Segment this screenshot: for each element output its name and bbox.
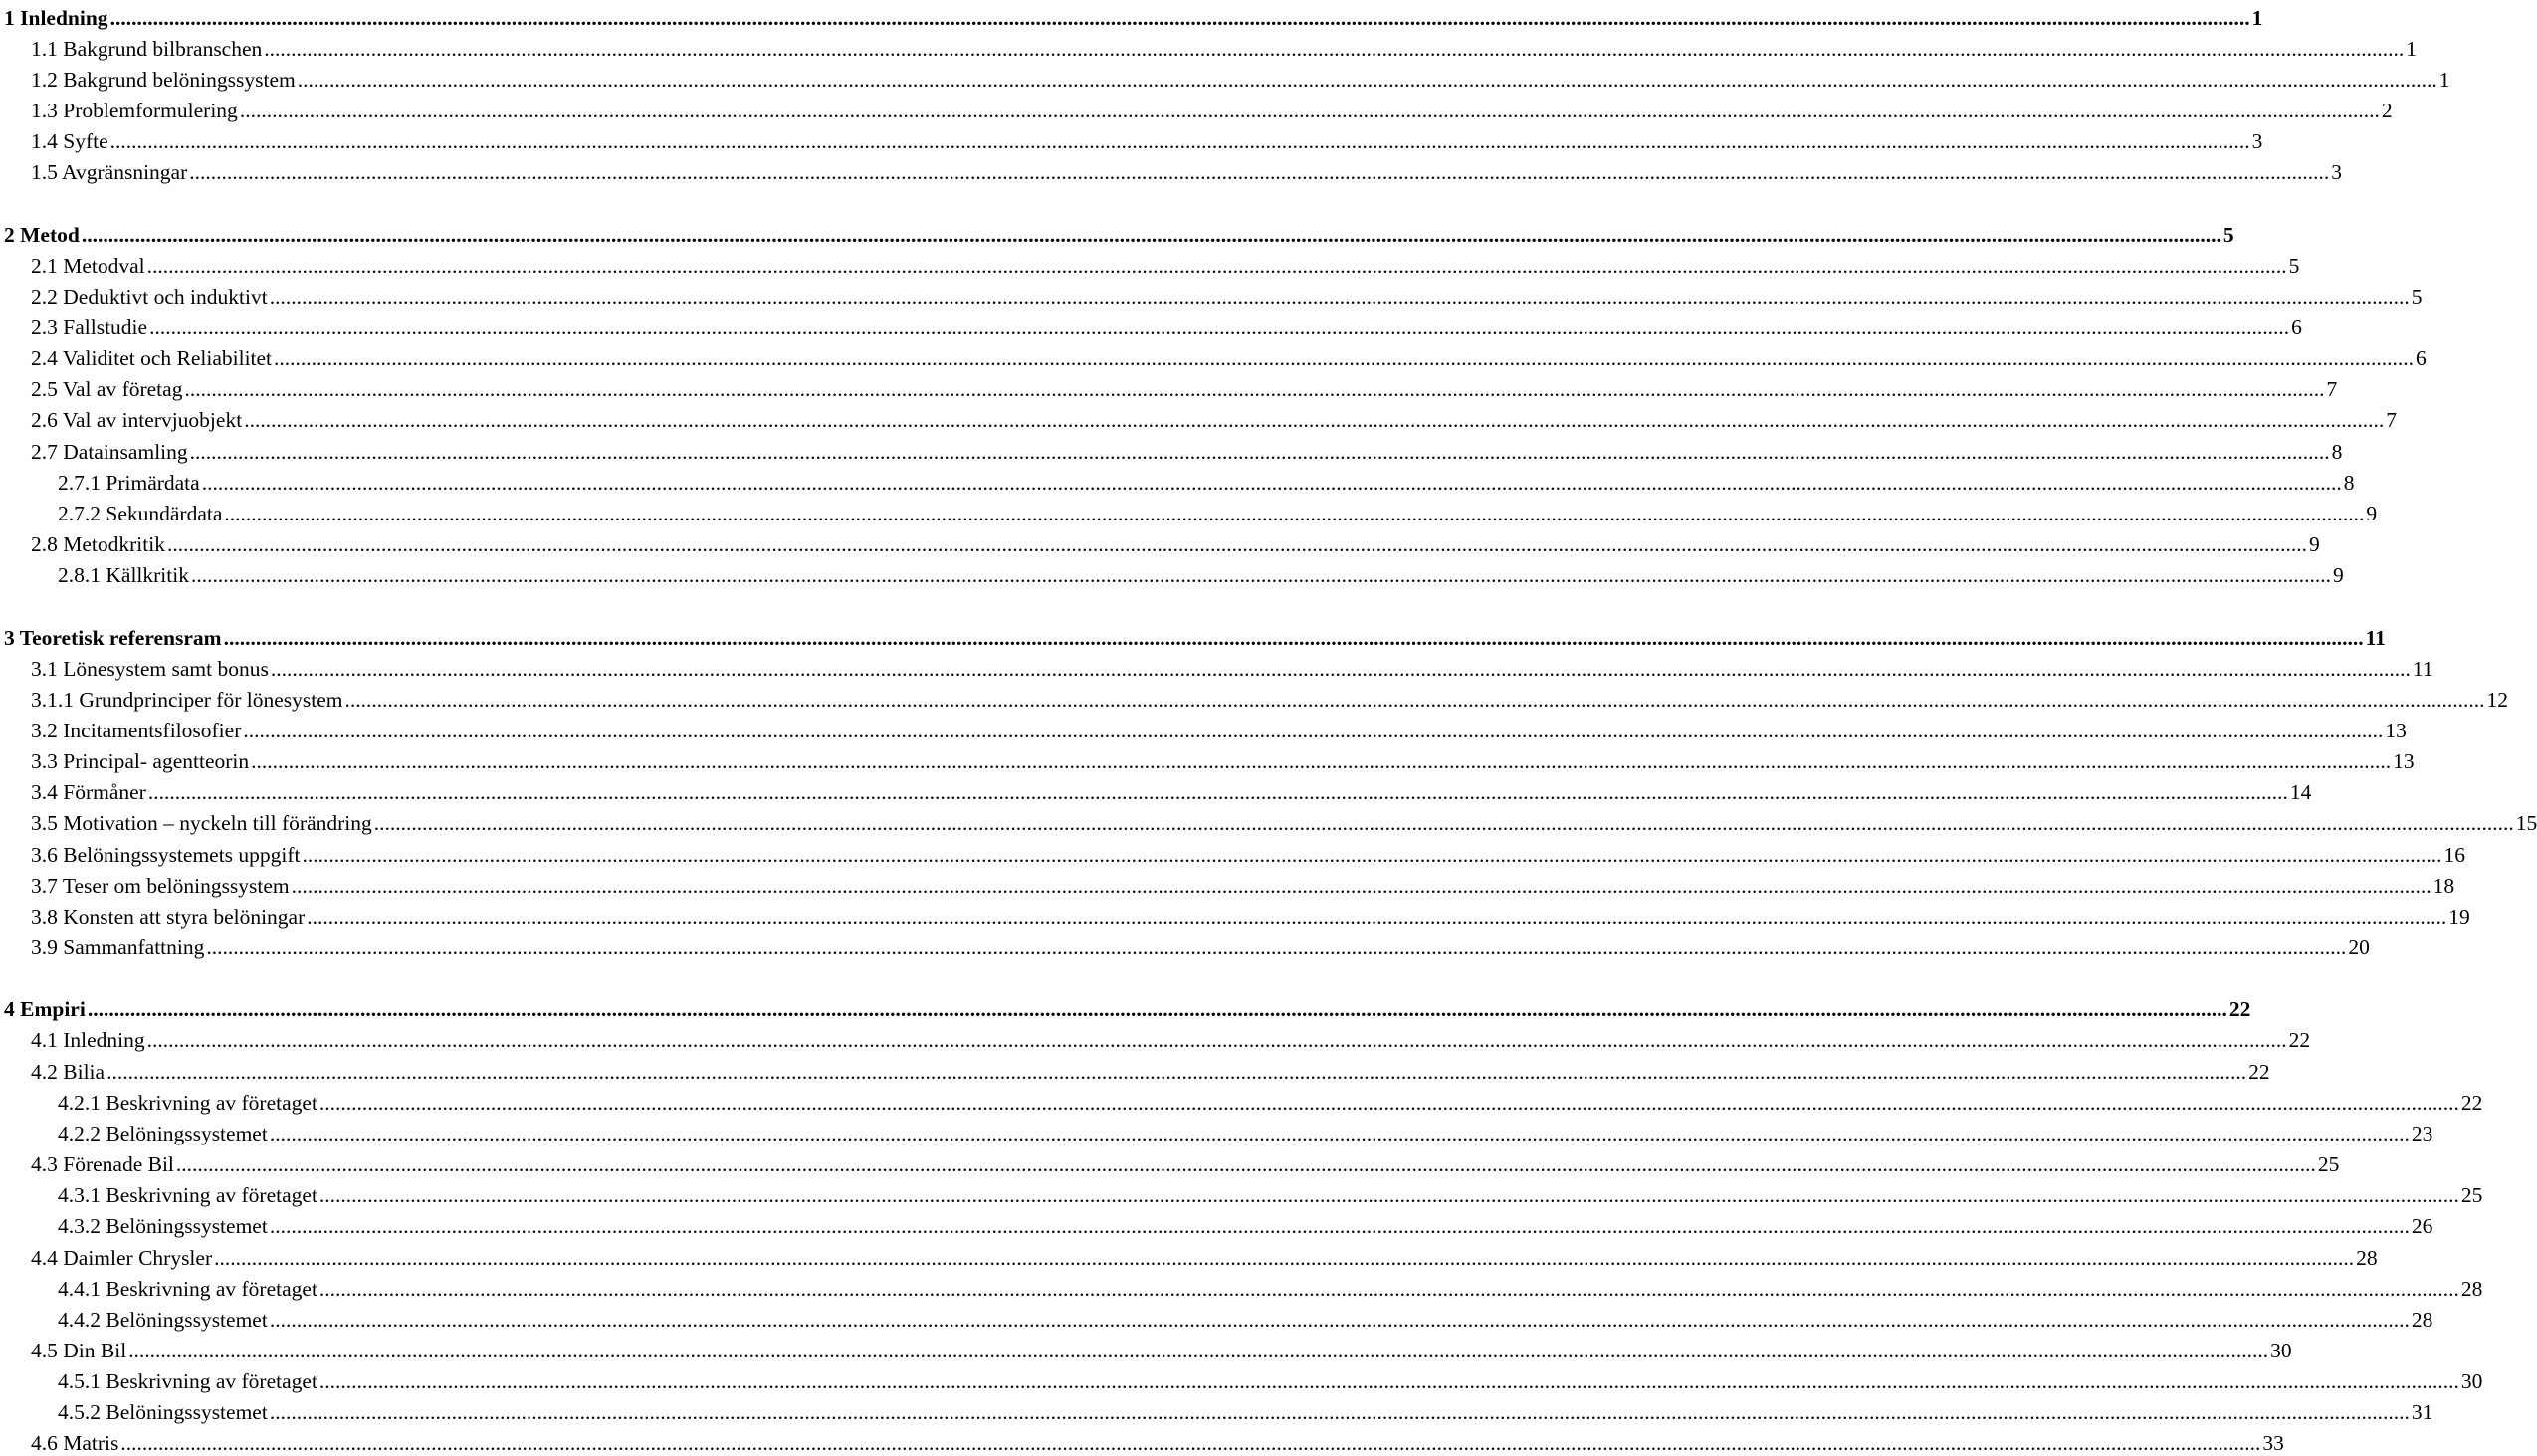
toc-page-number: 22 [2460, 1090, 2483, 1115]
toc-page-number: 23 [2411, 1121, 2433, 1145]
toc-page-number: 6 [2416, 346, 2427, 371]
toc-dot-leader: ................................................................................................................................................................................................................................................................................................................................................................................................................ [269, 1307, 2410, 1332]
toc-entry-title: 2.4 Validitet och Reliabilitet [31, 346, 273, 371]
toc-page-number: 13 [2393, 749, 2415, 774]
toc-page-number: 11 [2365, 625, 2386, 650]
toc-dot-leader: ................................................................................................................................................................................................................................................................................................................................................................................................................ [175, 1152, 2316, 1177]
toc-entry-title: 4.3.1 Beskrivning av företaget [58, 1183, 317, 1208]
toc-entry-title: 2.6 Val av intervjuobjekt [31, 408, 243, 433]
toc-entry-title: 3.2 Incitamentsfilosofier [31, 718, 242, 742]
toc-entry[interactable] [58, 1178, 2483, 1208]
toc-dot-leader: ................................................................................................................................................................................................................................................................................................................................................................................................................ [81, 222, 2221, 247]
toc-entry[interactable] [58, 1116, 2433, 1145]
toc-entry[interactable] [58, 1302, 2433, 1332]
toc-chapter-entry[interactable] [4, 620, 2386, 650]
toc-entry-title: 4.5 Din Bil [31, 1338, 127, 1362]
toc-entry-title: 4.2 Bilia [31, 1059, 106, 1084]
toc-entry-title: 1.1 Bakgrund bilbranschen [31, 36, 263, 61]
toc-page-number: 16 [2443, 842, 2466, 867]
toc-dot-leader: ................................................................................................................................................................................................................................................................................................................................................................................................................ [149, 315, 2290, 339]
toc-page-number: 33 [2262, 1431, 2284, 1456]
toc-dot-leader: ................................................................................................................................................................................................................................................................................................................................................................................................................ [318, 1090, 2459, 1115]
toc-entry[interactable] [31, 311, 2302, 340]
toc-dot-leader: ................................................................................................................................................................................................................................................................................................................................................................................................................ [189, 160, 2330, 185]
toc-entry[interactable] [31, 155, 2342, 185]
toc-dot-leader: ................................................................................................................................................................................................................................................................................................................................................................................................................ [214, 1245, 2355, 1270]
toc-entry[interactable] [31, 1333, 2292, 1362]
toc-page-number: 25 [2317, 1152, 2340, 1177]
toc-page-number: 8 [2343, 470, 2355, 495]
toc-entry[interactable] [31, 62, 2450, 92]
toc-page-number: 28 [2411, 1307, 2433, 1332]
toc-dot-leader: ................................................................................................................................................................................................................................................................................................................................................................................................................ [146, 253, 2287, 278]
toc-entry[interactable] [31, 931, 2370, 960]
toc-page-number: 9 [2332, 563, 2344, 588]
toc-page-number: 1 [2438, 67, 2450, 92]
toc-entry-title: 4.2.1 Beskrivning av företaget [58, 1090, 317, 1115]
toc-entry[interactable] [31, 279, 2423, 309]
toc-entry-title: 2.8 Metodkritik [31, 532, 165, 557]
toc-entry[interactable] [31, 713, 2407, 742]
toc-page-number: 28 [2460, 1276, 2483, 1301]
toc-entry-title: 3.3 Principal- agentteorin [31, 749, 250, 774]
toc-entry-title: 4.6 Matris [31, 1431, 119, 1456]
toc-chapter-entry[interactable] [4, 992, 2251, 1022]
toc-entry[interactable] [31, 837, 2466, 867]
toc-entry-title: 1 Inledning [4, 5, 108, 30]
toc-page-number: 30 [2270, 1338, 2292, 1362]
toc-entry[interactable] [31, 248, 2300, 278]
toc-dot-leader: ................................................................................................................................................................................................................................................................................................................................................................................................................ [223, 625, 2364, 650]
toc-page-number: 9 [2366, 501, 2378, 525]
toc-dot-leader: ................................................................................................................................................................................................................................................................................................................................................................................................................ [270, 656, 2411, 681]
toc-entry-title: 1.2 Bakgrund belöningssystem [31, 67, 296, 92]
toc-entry-title: 2.7.2 Sekundärdata [58, 501, 223, 525]
toc-page-number: 18 [2432, 873, 2455, 898]
toc-page-number: 3 [2331, 160, 2342, 185]
toc-dot-leader: ................................................................................................................................................................................................................................................................................................................................................................................................................ [269, 1214, 2410, 1239]
toc-chapter-entry[interactable] [4, 0, 2263, 30]
toc-dot-leader: ................................................................................................................................................................................................................................................................................................................................................................................................................ [109, 129, 2250, 154]
toc-page-number: 5 [2411, 284, 2423, 309]
toc-entry[interactable] [31, 899, 2470, 929]
toc-entry[interactable] [31, 744, 2415, 774]
toc-dot-leader: ................................................................................................................................................................................................................................................................................................................................................................................................................ [239, 98, 2380, 122]
toc-dot-leader: ................................................................................................................................................................................................................................................................................................................................................................................................................ [224, 501, 2365, 525]
toc-entry-title: 3.7 Teser om belöningssystem [31, 873, 290, 898]
toc-dot-leader: ................................................................................................................................................................................................................................................................................................................................................................................................................ [264, 36, 2405, 61]
toc-entry[interactable] [58, 1209, 2433, 1239]
toc-page-number: 22 [2228, 997, 2251, 1022]
toc-dot-leader: ................................................................................................................................................................................................................................................................................................................................................................................................................ [189, 439, 2330, 464]
toc-entry-title: 2.7 Datainsamling [31, 439, 188, 464]
toc-dot-leader: ................................................................................................................................................................................................................................................................................................................................................................................................................ [318, 1183, 2459, 1208]
toc-entry-title: 4.2.2 Belöningssystemet [58, 1121, 268, 1145]
toc-dot-leader: ................................................................................................................................................................................................................................................................................................................................................................................................................ [87, 997, 2227, 1022]
toc-page-number: 28 [2356, 1245, 2378, 1270]
toc-dot-leader: ................................................................................................................................................................................................................................................................................................................................................................................................................ [318, 1276, 2459, 1301]
toc-page-number: 25 [2460, 1183, 2483, 1208]
toc-dot-leader: ................................................................................................................................................................................................................................................................................................................................................................................................................ [120, 1431, 2261, 1456]
toc-page-number: 7 [2386, 408, 2397, 433]
toc-page-number: 9 [2308, 532, 2320, 557]
toc-dot-leader: ................................................................................................................................................................................................................................................................................................................................................................................................................ [146, 1028, 2287, 1053]
toc-page-number: 19 [2448, 904, 2470, 929]
toc-entry-title: 3.8 Konsten att styra belöningar [31, 904, 306, 929]
toc-page-number: 20 [2348, 936, 2370, 959]
toc-page-number: 2 [2381, 98, 2393, 122]
toc-entry[interactable] [31, 1147, 2340, 1177]
toc-page-number: 6 [2291, 315, 2302, 339]
toc-entry-title: 2.2 Deduktivt och induktivt [31, 284, 268, 309]
toc-page-number: 22 [2288, 1028, 2311, 1053]
toc-entry-title: 4 Empiri [4, 997, 86, 1022]
toc-dot-leader: ................................................................................................................................................................................................................................................................................................................................................................................................................ [147, 780, 2288, 805]
toc-entry[interactable] [58, 1271, 2483, 1301]
toc-dot-leader: ................................................................................................................................................................................................................................................................................................................................................................................................................ [291, 873, 2431, 898]
toc-entry[interactable] [31, 124, 2263, 154]
toc-page-number: 5 [2288, 253, 2300, 278]
toc-page-number: 1 [2251, 5, 2263, 30]
toc-page-number: 1 [2406, 36, 2418, 61]
toc-entry-title: 3.5 Motivation – nyckeln till förändring [31, 811, 372, 836]
toc-page-number: 26 [2411, 1214, 2433, 1239]
toc-dot-leader: ................................................................................................................................................................................................................................................................................................................................................................................................................ [184, 377, 2325, 402]
toc-entry[interactable] [31, 775, 2312, 805]
toc-entry[interactable] [31, 93, 2393, 122]
toc-entry[interactable] [31, 806, 2537, 836]
toc-dot-leader: ................................................................................................................................................................................................................................................................................................................................................................................................................ [269, 284, 2410, 309]
toc-page-number: 13 [2385, 718, 2407, 742]
toc-dot-leader: ................................................................................................................................................................................................................................................................................................................................................................................................................ [318, 1369, 2459, 1394]
toc-entry-title: 4.4 Daimler Chrysler [31, 1245, 213, 1270]
toc-dot-leader: ................................................................................................................................................................................................................................................................................................................................................................................................................ [201, 470, 2342, 495]
toc-entry[interactable] [58, 1085, 2483, 1115]
toc-entry-title: 4.3 Förenade Bil [31, 1152, 174, 1177]
toc-dot-leader: ................................................................................................................................................................................................................................................................................................................................................................................................................ [243, 718, 2384, 742]
toc-page-number: 31 [2411, 1400, 2433, 1425]
toc-entry-title: 3 Teoretisk referensram [4, 625, 222, 650]
toc-dot-leader: ................................................................................................................................................................................................................................................................................................................................................................................................................ [190, 563, 2331, 588]
toc-entry-title: 3.1.1 Grundprinciper för lönesystem [31, 687, 343, 712]
toc-entry[interactable] [31, 372, 2338, 402]
toc-entry[interactable] [58, 1364, 2483, 1394]
toc-entry-title: 2.5 Val av företag [31, 377, 183, 402]
toc-dot-leader: ................................................................................................................................................................................................................................................................................................................................................................................................................ [373, 811, 2514, 836]
toc-entry[interactable] [58, 1395, 2433, 1425]
toc-page-number: 11 [2412, 656, 2433, 681]
toc-page-number: 5 [2222, 222, 2234, 247]
toc-entry-title: 2.3 Fallstudie [31, 315, 148, 339]
toc-entry-title: 1.4 Syfte [31, 129, 108, 154]
toc-entry[interactable] [31, 651, 2433, 681]
toc-entry-title: 4.4.1 Beskrivning av företaget [58, 1276, 317, 1301]
toc-page-number: 30 [2460, 1369, 2483, 1394]
toc-page-number: 3 [2251, 129, 2263, 154]
toc-entry[interactable] [31, 1023, 2311, 1053]
toc-dot-leader: ................................................................................................................................................................................................................................................................................................................................................................................................................ [302, 842, 2442, 867]
toc-page-number: 14 [2289, 780, 2312, 805]
toc-entry-title: 3.1 Lönesystem samt bonus [31, 656, 269, 681]
toc-dot-leader: ................................................................................................................................................................................................................................................................................................................................................................................................................ [166, 532, 2307, 557]
toc-entry[interactable] [31, 1426, 2284, 1456]
toc-dot-leader: ................................................................................................................................................................................................................................................................................................................................................................................................................ [344, 687, 2485, 712]
toc-dot-leader: ................................................................................................................................................................................................................................................................................................................................................................................................................ [269, 1121, 2410, 1145]
toc-page-number: 22 [2248, 1059, 2270, 1084]
toc-entry-title: 4.5.1 Beskrivning av företaget [58, 1369, 317, 1394]
toc-page-number: 12 [2486, 687, 2508, 712]
toc-entry-title: 4.4.2 Belöningssystemet [58, 1307, 268, 1332]
toc-entry[interactable] [31, 1240, 2378, 1270]
toc-entry[interactable] [31, 341, 2427, 371]
toc-entry-title: 3.9 Sammanfattning [31, 936, 205, 959]
toc-page-number: 8 [2331, 439, 2343, 464]
toc-dot-leader: ................................................................................................................................................................................................................................................................................................................................................................................................................ [106, 1059, 2247, 1084]
toc-entry-title: 2.7.1 Primärdata [58, 470, 200, 495]
toc-dot-leader: ................................................................................................................................................................................................................................................................................................................................................................................................................ [269, 1400, 2410, 1425]
toc-entry-title: 2 Metod [4, 222, 80, 247]
toc-dot-leader: ................................................................................................................................................................................................................................................................................................................................................................................................................ [109, 5, 2250, 30]
toc-entry[interactable] [31, 434, 2343, 464]
toc-entry[interactable] [58, 558, 2344, 588]
toc-entry-title: 1.3 Problemformulering [31, 98, 238, 122]
toc-dot-leader: ................................................................................................................................................................................................................................................................................................................................................................................................................ [128, 1338, 2269, 1362]
toc-dot-leader: ................................................................................................................................................................................................................................................................................................................................................................................................................ [274, 346, 2415, 371]
toc-dot-leader: ................................................................................................................................................................................................................................................................................................................................................................................................................ [244, 408, 2385, 433]
toc-entry-title: 4.3.2 Belöningssystemet [58, 1214, 268, 1239]
toc-page-number: 15 [2515, 811, 2537, 836]
toc-entry-title: 4.5.2 Belöningssystemet [58, 1400, 268, 1425]
toc-entry-title: 3.6 Belöningssystemets uppgift [31, 842, 301, 867]
toc-entry[interactable] [31, 1054, 2270, 1084]
toc-entry-title: 3.4 Förmåner [31, 780, 146, 805]
toc-entry[interactable] [31, 403, 2397, 433]
toc-entry[interactable] [31, 31, 2418, 61]
toc-entry-title: 2.1 Metodval [31, 253, 145, 278]
toc-entry[interactable] [58, 465, 2355, 495]
toc-dot-leader: ................................................................................................................................................................................................................................................................................................................................................................................................................ [206, 936, 2347, 959]
toc-entry-title: 1.5 Avgränsningar [31, 160, 188, 185]
toc-entry[interactable] [31, 868, 2455, 898]
toc-chapter-entry[interactable] [4, 217, 2234, 247]
toc-dot-leader: ................................................................................................................................................................................................................................................................................................................................................................................................................ [297, 67, 2437, 92]
toc-entry-title: 2.8.1 Källkritik [58, 563, 189, 588]
toc-entry[interactable] [31, 682, 2508, 712]
toc-entry[interactable] [31, 527, 2320, 557]
toc-dot-leader: ................................................................................................................................................................................................................................................................................................................................................................................................................ [307, 904, 2447, 929]
toc-dot-leader: ................................................................................................................................................................................................................................................................................................................................................................................................................ [251, 749, 2392, 774]
toc-entry-title: 4.1 Inledning [31, 1028, 145, 1053]
toc-entry[interactable] [58, 496, 2378, 525]
toc-page-number: 7 [2326, 377, 2338, 402]
